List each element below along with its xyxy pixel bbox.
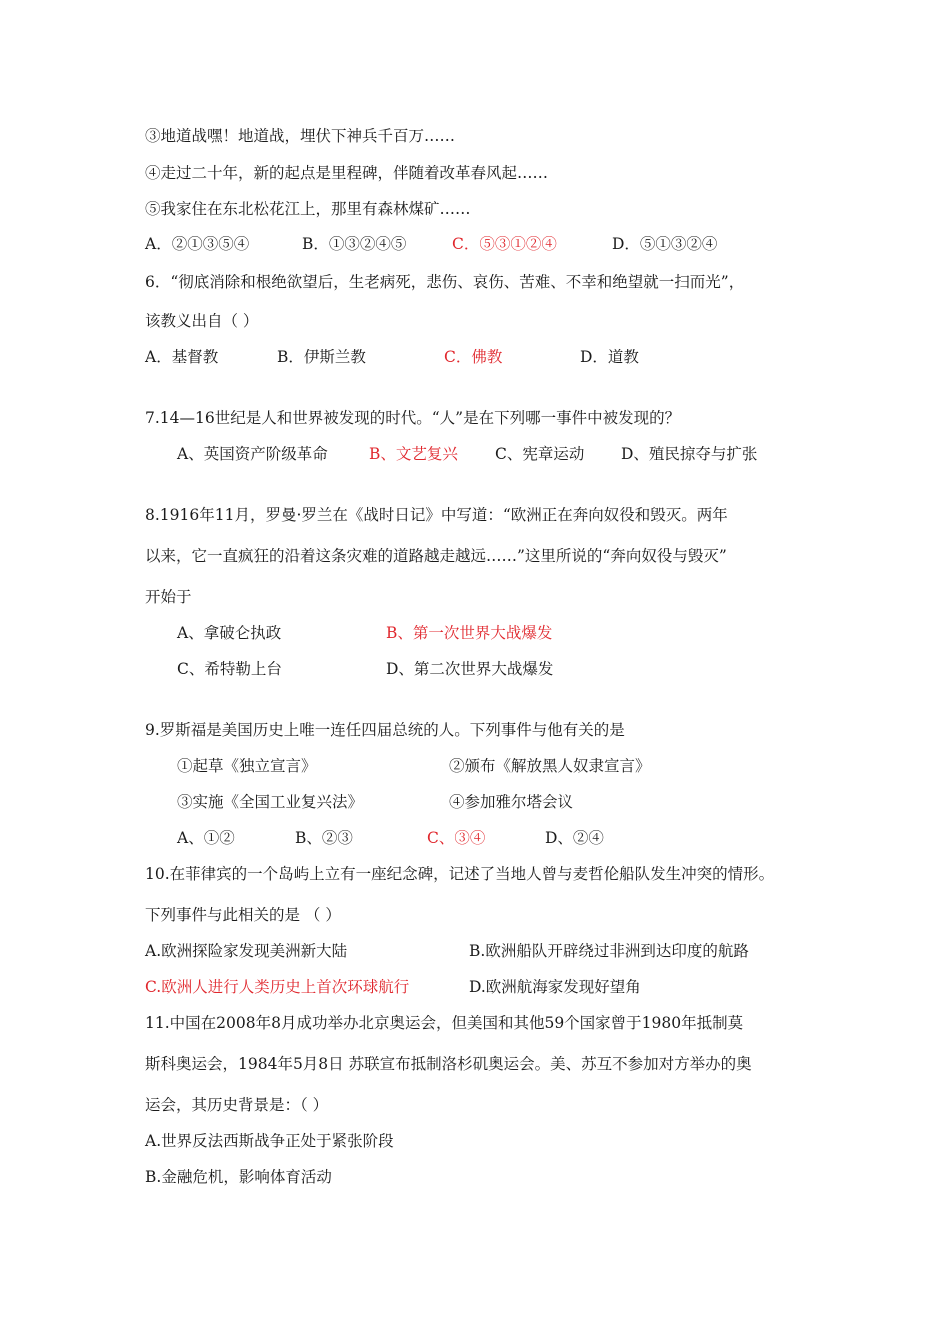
q11-option-a: A.世界反法西斯战争正处于紧张阶段	[145, 1132, 394, 1150]
q5-option-c-answer: C．⑤③①②④	[452, 235, 557, 253]
q11-stem: 11.中国在2008年8月成功举办北京奥运会，但美国和其他59个国家曾于1980年抵制莫	[145, 1014, 744, 1032]
q11-stem: 斯科奥运会，1984年5月8日 苏联宣布抵制洛杉矶奥运会。美、苏互不参加对方举办的奥	[145, 1055, 752, 1073]
q8-option-d: D、第二次世界大战爆发	[386, 660, 554, 678]
q7-stem: 7.14—16世纪是人和世界被发现的时代。“人”是在下列哪一事件中被发现的？	[145, 409, 681, 427]
q7-option-a: A、英国资产阶级革命	[177, 445, 328, 463]
q9-option-c-answer: C、③④	[427, 829, 486, 847]
q6-option-a: A．基督教	[145, 348, 219, 366]
q7-option-c: C、宪章运动	[495, 445, 585, 463]
q6-option-b: B．伊斯兰教	[277, 348, 366, 366]
q5-option-d: D．⑤①③②④	[612, 235, 718, 253]
q10-stem: 下列事件与此相关的是 （ ）	[145, 906, 341, 924]
q10-stem: 10.在菲律宾的一个岛屿上立有一座纪念碑，记述了当地人曾与麦哲伦船队发生冲突的情形。	[145, 865, 775, 883]
q8-stem: 以来，它一直疯狂的沿着这条灾难的道路越走越远……”这里所说的“奔向奴役与毁灭”	[145, 547, 727, 565]
q6-stem: 该教义出自（ ）	[145, 312, 259, 330]
q9-option-a: A、①②	[177, 829, 235, 847]
q6-stem: 6．“彻底消除和根绝欲望后，生老病死，悲伤、哀伤、苦难、不幸和绝望就一扫而光”，	[145, 273, 745, 291]
q5-option-b: B．①③②④⑤	[302, 235, 407, 253]
q8-stem: 开始于	[145, 588, 192, 606]
q11-stem: 运会，其历史背景是：（ ）	[145, 1096, 329, 1114]
q7-option-b-answer: B、文艺复兴	[369, 445, 458, 463]
q10-option-d: D.欧洲航海家发现好望角	[469, 978, 641, 996]
q7-option-d: D、殖民掠夺与扩张	[621, 445, 758, 463]
q8-option-b-answer: B、第一次世界大战爆发	[386, 624, 553, 642]
q10-option-b: B.欧洲船队开辟绕过非洲到达印度的航路	[469, 942, 749, 960]
q6-option-d: D．道教	[580, 348, 639, 366]
q10-option-c-answer: C.欧洲人进行人类历史上首次环球航行	[145, 978, 410, 996]
q8-option-a: A、拿破仑执政	[177, 624, 282, 642]
q5-option-a: A．②①③⑤④	[145, 235, 250, 253]
q6-option-c-answer: C．佛教	[444, 348, 503, 366]
q9-stem: 9.罗斯福是美国历史上唯一连任四届总统的人。下列事件与他有关的是	[145, 721, 625, 739]
q9-item: ④参加雅尔塔会议	[449, 793, 574, 811]
q5-item: ③地道战嘿！地道战，埋伏下神兵千百万……	[145, 127, 456, 145]
q8-stem: 8.1916年11月，罗曼·罗兰在《战时日记》中写道：“欧洲正在奔向奴役和毁灭。两年	[145, 506, 728, 524]
q9-item: ③实施《全国工业复兴法》	[177, 793, 364, 811]
q10-option-a: A.欧洲探险家发现美洲新大陆	[145, 942, 348, 960]
q5-item: ④走过二十年，新的起点是里程碑，伴随着改革春风起……	[145, 164, 549, 182]
q9-option-b: B、②③	[295, 829, 353, 847]
q5-item: ⑤我家住在东北松花江上，那里有森林煤矿……	[145, 200, 471, 218]
q11-option-b: B.金融危机，影响体育活动	[145, 1168, 332, 1186]
q9-option-d: D、②④	[545, 829, 604, 847]
q8-option-c: C、希特勒上台	[177, 660, 282, 678]
q9-item: ②颁布《解放黑人奴隶宣言》	[449, 757, 651, 775]
q9-item: ①起草《独立宣言》	[177, 757, 317, 775]
